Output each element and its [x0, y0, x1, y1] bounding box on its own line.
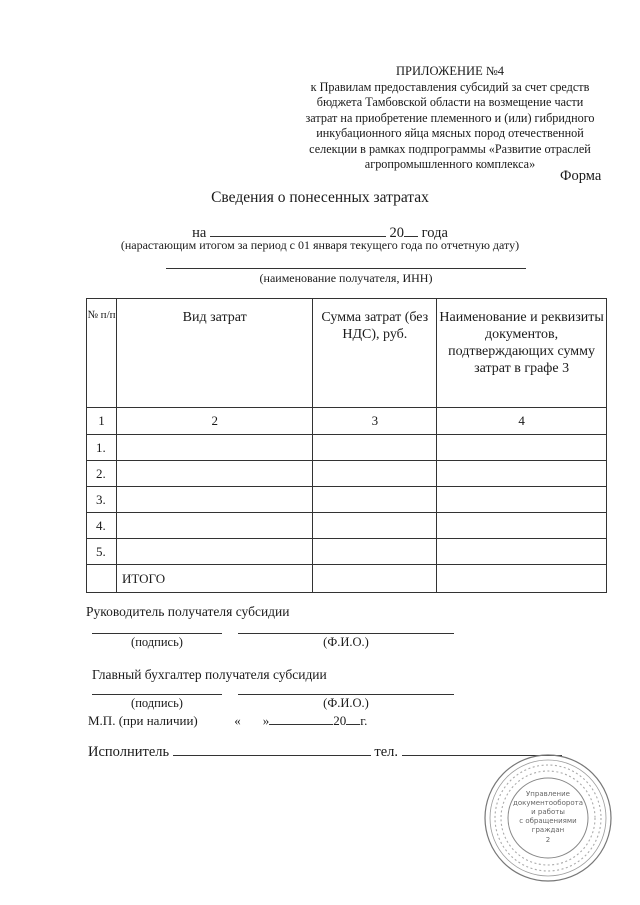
seal-text: 2: [545, 836, 551, 844]
row-number: 4.: [87, 513, 117, 539]
accountant-fio-field[interactable]: [238, 694, 454, 695]
sign-year-prefix: 20: [333, 713, 347, 728]
sign-day-field[interactable]: [241, 711, 263, 725]
amount-cell[interactable]: [313, 461, 437, 487]
documents-cell[interactable]: [437, 513, 607, 539]
column-number: 2: [116, 408, 313, 435]
table-row: [87, 461, 607, 487]
row-number: 1.: [87, 435, 117, 461]
documents-cell[interactable]: [437, 461, 607, 487]
stamp-label: М.П. (при наличии): [88, 713, 198, 728]
documents-cell[interactable]: [437, 435, 607, 461]
column-numbers-row: [87, 408, 607, 435]
sign-year-suffix: г.: [360, 713, 368, 728]
head-signature-label: (подпись): [131, 635, 183, 649]
amount-cell[interactable]: [313, 435, 437, 461]
row-number: 2.: [87, 461, 117, 487]
sign-month-field[interactable]: [269, 710, 333, 725]
documents-cell[interactable]: [437, 539, 607, 565]
date-close-quote: »: [262, 713, 270, 728]
expense-type-cell[interactable]: [116, 487, 313, 513]
appendix-block: [280, 64, 620, 173]
date-suffix: года: [421, 225, 448, 241]
recipient-field[interactable]: [166, 268, 526, 269]
date-prefix: на: [192, 225, 207, 241]
appendix-heading: ПРИЛОЖЕНИЕ №4: [395, 64, 505, 78]
total-amount-cell[interactable]: [313, 565, 437, 593]
column-number: 1: [87, 408, 117, 435]
row-number: 3.: [87, 487, 117, 513]
head-signature-field[interactable]: [92, 633, 222, 634]
accountant-signature-title: Главный бухгалтер получателя субсидии: [92, 667, 327, 682]
appendix-line: агропромышленного комплекса»: [364, 157, 536, 171]
total-label: ИТОГО: [116, 565, 313, 593]
recipient-label: (наименование получателя, ИНН): [259, 271, 433, 285]
amount-cell[interactable]: [313, 539, 437, 565]
date-year-prefix: 20: [389, 225, 405, 241]
report-date-field[interactable]: [210, 222, 386, 237]
phone-label: тел.: [374, 744, 398, 760]
page-title: Сведения о понесенных затратах: [211, 189, 429, 206]
appendix-line: бюджета Тамбовской области на возмещение части: [316, 95, 584, 109]
appendix-line: инкубационного яйца мясных пород отечественной: [316, 126, 584, 140]
expense-type-cell[interactable]: [116, 461, 313, 487]
total-row: [87, 565, 607, 593]
table-row: [87, 435, 607, 461]
table-row: [87, 487, 607, 513]
accountant-signature-label: (подпись): [131, 696, 183, 710]
total-documents-cell[interactable]: [437, 565, 607, 593]
head-fio-field[interactable]: [238, 633, 454, 634]
column-header-documents: Наименование и реквизиты документов, подтверждающих сумму затрат в графе 3: [437, 299, 607, 408]
table-row: [87, 539, 607, 565]
accountant-signature-field[interactable]: [92, 694, 222, 695]
report-year-field[interactable]: [404, 222, 418, 237]
official-seal-icon: [482, 752, 614, 884]
accountant-fio-label: (Ф.И.О.): [323, 696, 369, 710]
column-number: 4: [437, 408, 607, 435]
date-open-quote: «: [234, 713, 241, 728]
row-number: 5.: [87, 539, 117, 565]
executor-field[interactable]: [173, 741, 371, 756]
appendix-line: затрат на приобретение племенного и (или) гибридного: [305, 110, 595, 125]
seal-text: и работы: [531, 808, 565, 816]
column-header-expense-type: Вид затрат: [116, 299, 313, 408]
table-row: [87, 513, 607, 539]
period-note: (нарастающим итогом за период с 01 января текущего года по отчетную дату): [120, 238, 520, 252]
executor-label: Исполнитель: [88, 744, 170, 760]
documents-cell[interactable]: [437, 487, 607, 513]
form-label: Форма: [560, 168, 602, 184]
head-fio-label: (Ф.И.О.): [323, 635, 369, 649]
amount-cell[interactable]: [313, 487, 437, 513]
expense-type-cell[interactable]: [116, 539, 313, 565]
appendix-line: к Правилам предоставления субсидий за счет средств: [310, 79, 590, 94]
column-header-number: № п/п: [87, 299, 117, 408]
table-header-row: [87, 299, 607, 408]
seal-text: документооборота: [513, 799, 583, 807]
seal-text: Управление: [526, 790, 570, 798]
amount-cell[interactable]: [313, 513, 437, 539]
sign-year-field[interactable]: [346, 710, 360, 725]
stamp-date-line: [88, 710, 367, 729]
total-number-cell: [87, 565, 117, 593]
appendix-line: селекции в рамках подпрограммы «Развитие отраслей: [309, 141, 591, 156]
expenses-table: [86, 298, 607, 593]
column-number: 3: [313, 408, 437, 435]
seal-text: граждан: [531, 826, 565, 834]
expense-type-cell[interactable]: [116, 513, 313, 539]
head-signature-title: Руководитель получателя субсидии: [86, 604, 290, 619]
seal-text: с обращениями: [519, 817, 577, 825]
expense-type-cell[interactable]: [116, 435, 313, 461]
column-header-amount: Сумма затрат (без НДС), руб.: [313, 299, 437, 408]
